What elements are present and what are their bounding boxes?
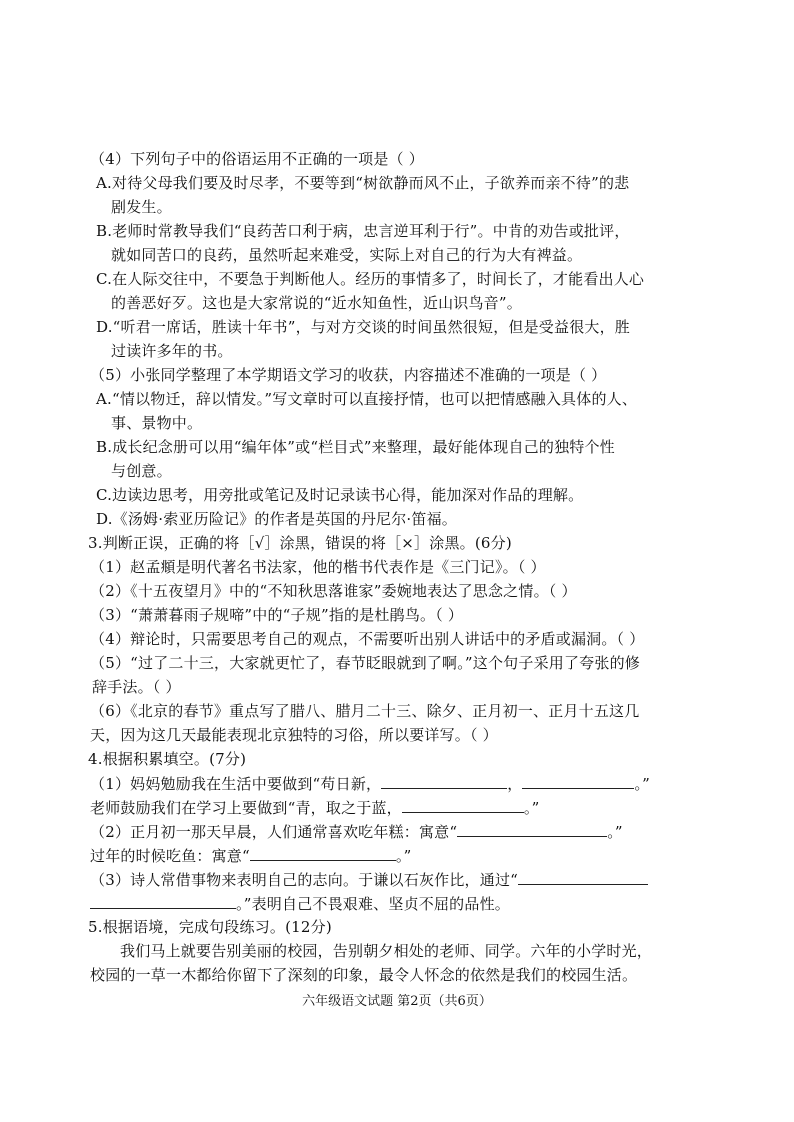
option-d-line2: 过读许多年的书。 (111, 342, 233, 360)
answer-blank[interactable] (250, 844, 396, 861)
fill-text: 过年的时候吃鱼：寓意“ (90, 847, 250, 865)
option-d-line1: D.《汤姆·索亚历险记》的作者是英国的丹尼尔·笛福。 (96, 510, 457, 528)
fill-text: （1）妈妈勉励我在生活中要做到“苟日新， (90, 775, 382, 793)
fill-text: ， (507, 775, 523, 793)
question-5-title: 5.根据语境，完成句段练习。(12分) (88, 918, 332, 936)
option-c-line1: C.在人际交往中，不要急于判断他人。经历的事情多了，时间长了，才能看出人心 (96, 270, 645, 288)
judge-item-2: （2）《十五夜望月》中的“不知秋思落谁家”委婉地表达了思念之情。（ ） (90, 582, 577, 600)
answer-blank[interactable] (522, 772, 634, 789)
fill-text: 。” (607, 823, 623, 841)
option-c-line2: 的善恶好歹。这也是大家常说的“近水知鱼性，近山识鸟音”。 (111, 294, 522, 312)
option-a-line1: A.对待父母我们要及时尽孝，不要等到“树欲静而风不止，子欲养而亲不待”的悲 (96, 174, 630, 192)
question-2-5-stem: （5）小张同学整理了本学期语文学习的收获，内容描述不准确的一项是（ ） (90, 366, 607, 384)
fill-line-4 (90, 844, 411, 867)
option-c-line1: C.边读边思考，用旁批或笔记及时记录读书心得，能加深对作品的理解。 (96, 486, 584, 504)
answer-blank[interactable] (457, 820, 607, 837)
fill-text: （3）诗人常借事物来表明自己的志向。于谦以石灰作比，通过“ (90, 871, 519, 889)
option-a-line2: 剧发生。 (111, 198, 172, 216)
option-b-line2: 就如同苦口的良药，虽然听起来难受，实际上对自己的行为大有裨益。 (111, 246, 583, 264)
answer-blank[interactable] (402, 796, 524, 813)
fill-text: 老师鼓励我们在学习上要做到“青，取之于蓝， (90, 799, 402, 817)
option-b-line1: B.成长纪念册可以用“编年体”或“栏目式”来整理，最好能体现自己的独特个性 (96, 438, 615, 456)
answer-blank[interactable] (381, 772, 507, 789)
answer-blank[interactable] (90, 892, 236, 909)
option-a-line1: A.“情以物迁，辞以情发。”写文章时可以直接抒情，也可以把情感融入具体的人、 (96, 390, 638, 408)
fill-line-1 (90, 772, 650, 795)
judge-item-3: （3）“萧萧暮雨子规啼”中的“子规”指的是杜鹃鸟。（ ） (90, 606, 464, 624)
question-2-4-stem: （4）下列句子中的俗语运用不正确的一项是（ ） (90, 150, 424, 168)
option-a-line2: 事、景物中。 (111, 414, 203, 432)
question-3-title: 3.判断正误，正确的将［√］涂黑，错误的将［×］涂黑。(6分) (88, 534, 512, 552)
option-b-line2: 与创意。 (111, 462, 172, 480)
fill-line-5 (90, 868, 648, 891)
fill-line-3 (90, 820, 623, 843)
judge-item-5-line2: 辞手法。（ ） (92, 678, 181, 696)
fill-text: 。” (523, 799, 540, 817)
page-footer: 六年级语文试题 第2页（共6页） (302, 994, 492, 1009)
judge-item-1: （1）赵孟頫是明代著名书法家，他的楷书代表作是《三门记》。（ ） (90, 558, 546, 576)
fill-text: （2）正月初一那天早晨，人们通常喜欢吃年糕：寓意“ (90, 823, 458, 841)
fill-line-2 (90, 796, 539, 819)
fill-text: 。” (395, 847, 412, 865)
option-b-line1: B.老师时常教导我们“良药苦口利于病，忠言逆耳利于行”。中肯的劝告或批评， (96, 222, 630, 240)
context-paragraph-line2: 校园的一草一木都给你留下了深刻的印象，最令人怀念的依然是我们的校园生活。 (90, 966, 638, 984)
answer-blank[interactable] (518, 868, 648, 885)
fill-text: 。”表明自己不畏艰难、坚贞不屈的品性。 (236, 895, 510, 913)
judge-item-4: （4）辩论时，只需要思考自己的观点，不需要听出别人讲话中的矛盾或漏洞。（ ） (90, 630, 645, 648)
question-4-title: 4.根据积累填空。(7分) (88, 750, 247, 768)
judge-item-5-line1: （5）“过了二十三，大家就更忙了，春节眨眼就到了啊。”这个句子采用了夸张的修 (90, 654, 640, 672)
option-d-line1: D.“听君一席话，胜读十年书”，与对方交谈的时间虽然很短，但是受益很大，胜 (96, 318, 631, 336)
judge-item-6-line2: 天，因为这几天最能表现北京独特的习俗，所以要详写。（ ） (90, 726, 498, 744)
judge-item-6-line1: （6）《北京的春节》重点写了腊八、腊月二十三、除夕、正月初一、正月十五这几 (90, 702, 640, 720)
context-paragraph-line1: 我们马上就要告别美丽的校园，告别朝夕相处的老师、同学。六年的小学时光， (120, 942, 653, 960)
fill-line-6 (90, 892, 510, 915)
fill-text: 。” (634, 775, 650, 793)
